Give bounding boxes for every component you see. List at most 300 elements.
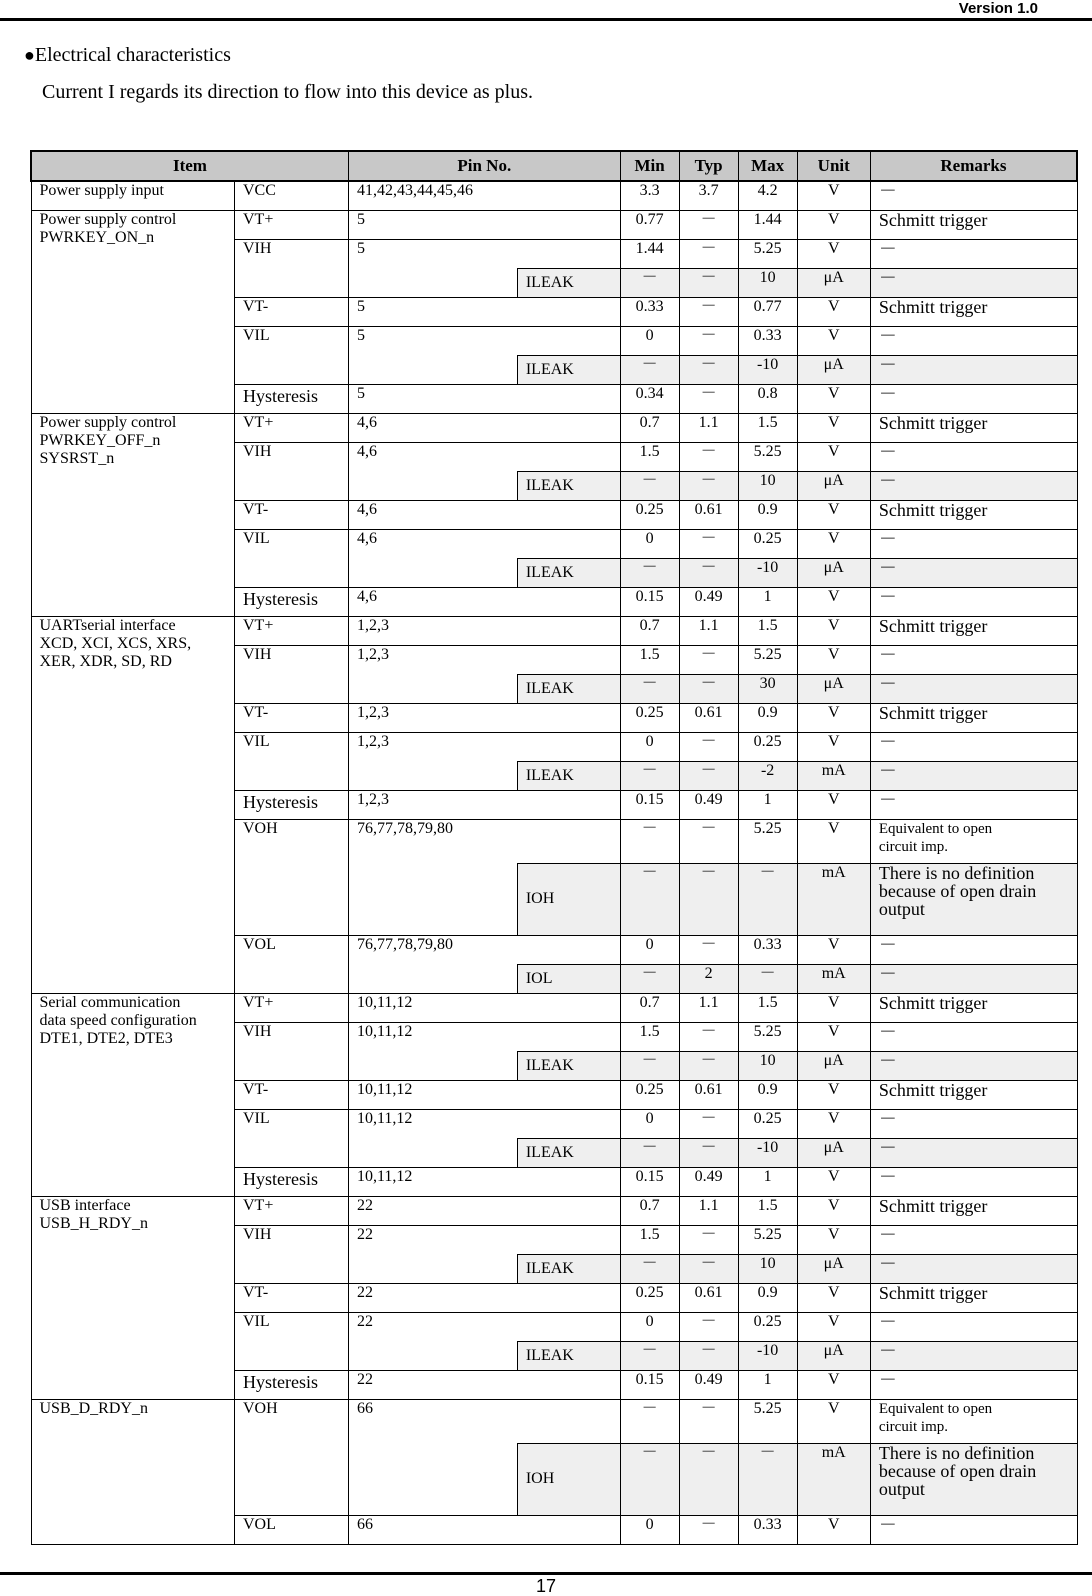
symbol-cell: Hysteresis bbox=[234, 587, 348, 616]
unit-cell: μA bbox=[797, 355, 870, 384]
typ-cell: － bbox=[679, 1138, 738, 1167]
table-row bbox=[31, 616, 1077, 645]
min-cell: － bbox=[620, 964, 679, 993]
header-rule bbox=[0, 18, 1092, 21]
max-cell: 5.25 bbox=[738, 239, 797, 268]
min-cell: 1.44 bbox=[620, 239, 679, 268]
min-cell: 0.15 bbox=[620, 587, 679, 616]
min-cell: 1.5 bbox=[620, 645, 679, 674]
typ-cell: － bbox=[679, 326, 738, 355]
table-row bbox=[31, 1196, 1077, 1225]
table-row bbox=[31, 993, 1077, 1022]
max-cell: 0.25 bbox=[738, 529, 797, 558]
min-cell: 0.77 bbox=[620, 210, 679, 239]
unit-cell: V bbox=[797, 1312, 870, 1341]
pin-blank-cell bbox=[348, 1341, 517, 1370]
symbol-cell: VT- bbox=[234, 1080, 348, 1109]
min-cell: － bbox=[620, 1443, 679, 1515]
typ-cell: － bbox=[679, 384, 738, 413]
col-header-pin: Pin No. bbox=[348, 151, 620, 181]
item-group-cell: Power supply control PWRKEY_ON_n bbox=[31, 210, 234, 413]
item-group-cell: USB_D_RDY_n bbox=[31, 1399, 234, 1544]
pin-blank-cell bbox=[348, 268, 517, 297]
max-cell: 1 bbox=[738, 1167, 797, 1196]
pin-cell: 5 bbox=[348, 297, 620, 326]
symbol-cell: VIL bbox=[234, 1312, 348, 1370]
sub-parameter-cell: ILEAK bbox=[517, 268, 620, 297]
symbol-cell: Hysteresis bbox=[234, 790, 348, 819]
min-cell: － bbox=[620, 558, 679, 587]
max-cell: 1.5 bbox=[738, 993, 797, 1022]
sub-parameter-cell: ILEAK bbox=[517, 1341, 620, 1370]
pin-cell: 76,77,78,79,80 bbox=[348, 935, 620, 964]
item-group-cell: Power supply control PWRKEY_OFF_n SYSRST_n bbox=[31, 413, 234, 616]
table-row bbox=[31, 181, 1077, 210]
remarks-cell: Schmitt trigger bbox=[870, 500, 1077, 529]
pin-cell: 76,77,78,79,80 bbox=[348, 819, 620, 863]
remarks-cell: Schmitt trigger bbox=[870, 1196, 1077, 1225]
item-group-cell: USB interface USB_H_RDY_n bbox=[31, 1196, 234, 1399]
remarks-cell: Schmitt trigger bbox=[870, 703, 1077, 732]
table-row bbox=[31, 1399, 1077, 1443]
table-row bbox=[31, 210, 1077, 239]
min-cell: － bbox=[620, 355, 679, 384]
symbol-cell: VOH bbox=[234, 819, 348, 935]
max-cell: 0.33 bbox=[738, 935, 797, 964]
min-cell: 1.5 bbox=[620, 1022, 679, 1051]
typ-cell: － bbox=[679, 558, 738, 587]
electrical-characteristics-table bbox=[30, 150, 1078, 1545]
remarks-cell: Schmitt trigger bbox=[870, 210, 1077, 239]
max-cell: 5.25 bbox=[738, 1225, 797, 1254]
min-cell: 0.34 bbox=[620, 384, 679, 413]
typ-cell: － bbox=[679, 1254, 738, 1283]
unit-cell: μA bbox=[797, 674, 870, 703]
remarks-cell: － bbox=[870, 1225, 1077, 1254]
version-label: Version 1.0 bbox=[958, 0, 1038, 17]
unit-cell: V bbox=[797, 819, 870, 863]
typ-cell: 1.1 bbox=[679, 1196, 738, 1225]
typ-cell: － bbox=[679, 268, 738, 297]
pin-cell: 4,6 bbox=[348, 587, 620, 616]
max-cell: － bbox=[738, 964, 797, 993]
pin-blank-cell bbox=[348, 1138, 517, 1167]
typ-cell: － bbox=[679, 442, 738, 471]
typ-cell: － bbox=[679, 1399, 738, 1443]
min-cell: － bbox=[620, 1254, 679, 1283]
pin-blank-cell bbox=[348, 1254, 517, 1283]
min-cell: － bbox=[620, 863, 679, 935]
symbol-cell: VT- bbox=[234, 703, 348, 732]
symbol-cell: Hysteresis bbox=[234, 1167, 348, 1196]
typ-cell: 0.61 bbox=[679, 1080, 738, 1109]
min-cell: 0.7 bbox=[620, 616, 679, 645]
symbol-cell: VIL bbox=[234, 1109, 348, 1167]
max-cell: 4.2 bbox=[738, 181, 797, 210]
min-cell: 0 bbox=[620, 529, 679, 558]
pin-cell: 4,6 bbox=[348, 500, 620, 529]
typ-cell: － bbox=[679, 645, 738, 674]
max-cell: 0.77 bbox=[738, 297, 797, 326]
unit-cell: V bbox=[797, 1196, 870, 1225]
page-number: 17 bbox=[535, 1576, 557, 1596]
min-cell: 0.7 bbox=[620, 993, 679, 1022]
sub-parameter-cell: ILEAK bbox=[517, 1254, 620, 1283]
unit-cell: V bbox=[797, 645, 870, 674]
min-cell: － bbox=[620, 674, 679, 703]
pin-cell: 5 bbox=[348, 326, 620, 355]
remarks-cell: － bbox=[870, 674, 1077, 703]
max-cell: － bbox=[738, 1443, 797, 1515]
symbol-cell: Hysteresis bbox=[234, 1370, 348, 1399]
max-cell: 10 bbox=[738, 1254, 797, 1283]
min-cell: 0 bbox=[620, 935, 679, 964]
remarks-cell: － bbox=[870, 268, 1077, 297]
unit-cell: V bbox=[797, 935, 870, 964]
min-cell: 1.5 bbox=[620, 442, 679, 471]
pin-cell: 10,11,12 bbox=[348, 993, 620, 1022]
typ-cell: 1.1 bbox=[679, 616, 738, 645]
remarks-cell: － bbox=[870, 384, 1077, 413]
typ-cell: － bbox=[679, 819, 738, 863]
remarks-cell: Schmitt trigger bbox=[870, 1283, 1077, 1312]
symbol-cell: VIL bbox=[234, 529, 348, 587]
typ-cell: － bbox=[679, 674, 738, 703]
min-cell: － bbox=[620, 819, 679, 863]
min-cell: － bbox=[620, 1138, 679, 1167]
unit-cell: mA bbox=[797, 863, 870, 935]
typ-cell: － bbox=[679, 1443, 738, 1515]
typ-cell: － bbox=[679, 239, 738, 268]
unit-cell: μA bbox=[797, 268, 870, 297]
min-cell: － bbox=[620, 1399, 679, 1443]
remarks-cell: Schmitt trigger bbox=[870, 413, 1077, 442]
symbol-cell: VT- bbox=[234, 297, 348, 326]
bullet-icon: ● bbox=[24, 45, 35, 65]
max-cell: -10 bbox=[738, 558, 797, 587]
pin-cell: 5 bbox=[348, 239, 620, 268]
min-cell: － bbox=[620, 268, 679, 297]
max-cell: 5.25 bbox=[738, 645, 797, 674]
min-cell: － bbox=[620, 1051, 679, 1080]
max-cell: 1.5 bbox=[738, 1196, 797, 1225]
typ-cell: － bbox=[679, 1225, 738, 1254]
min-cell: 0.25 bbox=[620, 500, 679, 529]
pin-cell: 1,2,3 bbox=[348, 616, 620, 645]
symbol-cell: VT+ bbox=[234, 413, 348, 442]
unit-cell: V bbox=[797, 1399, 870, 1443]
min-cell: 0 bbox=[620, 326, 679, 355]
sub-parameter-cell: ILEAK bbox=[517, 1051, 620, 1080]
symbol-cell: VIH bbox=[234, 1225, 348, 1283]
typ-cell: － bbox=[679, 1515, 738, 1544]
remarks-cell: － bbox=[870, 1051, 1077, 1080]
pin-cell: 22 bbox=[348, 1370, 620, 1399]
max-cell: 1.5 bbox=[738, 413, 797, 442]
remarks-cell: There is no definition because of open drain output bbox=[870, 863, 1077, 935]
unit-cell: V bbox=[797, 703, 870, 732]
max-cell: 0.8 bbox=[738, 384, 797, 413]
section-note: Current I regards its direction to flow into this device as plus. bbox=[42, 81, 534, 103]
remarks-cell: There is no definition because of open drain output bbox=[870, 1443, 1077, 1515]
max-cell: 1.44 bbox=[738, 210, 797, 239]
pin-cell: 10,11,12 bbox=[348, 1080, 620, 1109]
unit-cell: V bbox=[797, 384, 870, 413]
max-cell: -10 bbox=[738, 1138, 797, 1167]
col-header-unit: Unit bbox=[797, 151, 870, 181]
typ-cell: 0.49 bbox=[679, 790, 738, 819]
remarks-cell: － bbox=[870, 529, 1077, 558]
min-cell: － bbox=[620, 761, 679, 790]
unit-cell: V bbox=[797, 442, 870, 471]
typ-cell: － bbox=[679, 935, 738, 964]
remarks-cell: － bbox=[870, 1370, 1077, 1399]
unit-cell: V bbox=[797, 1022, 870, 1051]
pin-blank-cell bbox=[348, 674, 517, 703]
remarks-cell: Schmitt trigger bbox=[870, 297, 1077, 326]
min-cell: 0.15 bbox=[620, 1370, 679, 1399]
min-cell: 0 bbox=[620, 1109, 679, 1138]
unit-cell: μA bbox=[797, 1138, 870, 1167]
remarks-cell: － bbox=[870, 1109, 1077, 1138]
max-cell: 0.9 bbox=[738, 703, 797, 732]
max-cell: 10 bbox=[738, 471, 797, 500]
unit-cell: V bbox=[797, 1109, 870, 1138]
pin-cell: 41,42,43,44,45,46 bbox=[348, 181, 620, 210]
symbol-cell: VIL bbox=[234, 326, 348, 384]
pin-blank-cell bbox=[348, 761, 517, 790]
pin-blank-cell bbox=[348, 1051, 517, 1080]
sub-parameter-cell: ILEAK bbox=[517, 471, 620, 500]
remarks-cell: Schmitt trigger bbox=[870, 1080, 1077, 1109]
typ-cell: 0.49 bbox=[679, 587, 738, 616]
min-cell: 0.25 bbox=[620, 1080, 679, 1109]
max-cell: 0.9 bbox=[738, 500, 797, 529]
typ-cell: － bbox=[679, 1312, 738, 1341]
sub-parameter-cell: IOL bbox=[517, 964, 620, 993]
remarks-cell: － bbox=[870, 558, 1077, 587]
unit-cell: V bbox=[797, 326, 870, 355]
pin-blank-cell bbox=[348, 471, 517, 500]
max-cell: 0.33 bbox=[738, 1515, 797, 1544]
symbol-cell: VT+ bbox=[234, 210, 348, 239]
unit-cell: V bbox=[797, 993, 870, 1022]
symbol-cell: VT- bbox=[234, 1283, 348, 1312]
typ-cell: － bbox=[679, 1022, 738, 1051]
unit-cell: V bbox=[797, 297, 870, 326]
remarks-cell: － bbox=[870, 790, 1077, 819]
col-header-max: Max bbox=[738, 151, 797, 181]
unit-cell: V bbox=[797, 732, 870, 761]
max-cell: 5.25 bbox=[738, 1022, 797, 1051]
typ-cell: 2 bbox=[679, 964, 738, 993]
remarks-cell: Schmitt trigger bbox=[870, 993, 1077, 1022]
unit-cell: V bbox=[797, 616, 870, 645]
typ-cell: 3.7 bbox=[679, 181, 738, 210]
typ-cell: 0.61 bbox=[679, 1283, 738, 1312]
min-cell: 0 bbox=[620, 1515, 679, 1544]
remarks-cell: － bbox=[870, 326, 1077, 355]
remarks-cell: － bbox=[870, 471, 1077, 500]
unit-cell: V bbox=[797, 587, 870, 616]
max-cell: 5.25 bbox=[738, 819, 797, 863]
min-cell: 0 bbox=[620, 1312, 679, 1341]
max-cell: 10 bbox=[738, 1051, 797, 1080]
unit-cell: V bbox=[797, 790, 870, 819]
table-header-row bbox=[31, 151, 1077, 181]
pin-blank-cell bbox=[348, 964, 517, 993]
pin-cell: 22 bbox=[348, 1225, 620, 1254]
max-cell: 5.25 bbox=[738, 442, 797, 471]
pin-cell: 22 bbox=[348, 1196, 620, 1225]
typ-cell: 0.49 bbox=[679, 1167, 738, 1196]
table-body bbox=[31, 181, 1077, 1544]
symbol-cell: VT+ bbox=[234, 616, 348, 645]
pin-blank-cell bbox=[348, 1443, 517, 1515]
symbol-cell: VIH bbox=[234, 442, 348, 500]
unit-cell: μA bbox=[797, 558, 870, 587]
max-cell: 1 bbox=[738, 790, 797, 819]
typ-cell: － bbox=[679, 210, 738, 239]
symbol-cell: VOH bbox=[234, 1399, 348, 1515]
unit-cell: mA bbox=[797, 761, 870, 790]
max-cell: -10 bbox=[738, 355, 797, 384]
unit-cell: V bbox=[797, 181, 870, 210]
typ-cell: － bbox=[679, 1051, 738, 1080]
unit-cell: μA bbox=[797, 1341, 870, 1370]
max-cell: 5.25 bbox=[738, 1399, 797, 1443]
typ-cell: 0.61 bbox=[679, 500, 738, 529]
min-cell: 0.7 bbox=[620, 413, 679, 442]
remarks-cell: － bbox=[870, 761, 1077, 790]
pin-cell: 66 bbox=[348, 1399, 620, 1443]
typ-cell: － bbox=[679, 529, 738, 558]
symbol-cell: VIH bbox=[234, 1022, 348, 1080]
symbol-cell: VOL bbox=[234, 1515, 348, 1544]
pin-cell: 4,6 bbox=[348, 413, 620, 442]
symbol-cell: VIH bbox=[234, 645, 348, 703]
typ-cell: 0.61 bbox=[679, 703, 738, 732]
unit-cell: V bbox=[797, 1167, 870, 1196]
max-cell: 0.9 bbox=[738, 1283, 797, 1312]
min-cell: 0.15 bbox=[620, 790, 679, 819]
max-cell: － bbox=[738, 863, 797, 935]
sub-parameter-cell: IOH bbox=[517, 1443, 620, 1515]
min-cell: 3.3 bbox=[620, 181, 679, 210]
section-title bbox=[24, 43, 231, 67]
typ-cell: － bbox=[679, 761, 738, 790]
unit-cell: V bbox=[797, 1080, 870, 1109]
remarks-cell: Schmitt trigger bbox=[870, 616, 1077, 645]
section-title-text: Electrical characteristics bbox=[34, 44, 231, 66]
unit-cell: V bbox=[797, 1515, 870, 1544]
unit-cell: V bbox=[797, 1225, 870, 1254]
min-cell: 0.7 bbox=[620, 1196, 679, 1225]
col-header-typ: Typ bbox=[679, 151, 738, 181]
unit-cell: μA bbox=[797, 1051, 870, 1080]
typ-cell: － bbox=[679, 863, 738, 935]
item-group-cell: Power supply input bbox=[31, 181, 234, 210]
unit-cell: V bbox=[797, 239, 870, 268]
pin-cell: 22 bbox=[348, 1312, 620, 1341]
remarks-cell: Equivalent to open circuit imp. bbox=[870, 819, 1077, 863]
remarks-cell: － bbox=[870, 935, 1077, 964]
symbol-cell: Hysteresis bbox=[234, 384, 348, 413]
symbol-cell: VIL bbox=[234, 732, 348, 790]
unit-cell: mA bbox=[797, 1443, 870, 1515]
remarks-cell: － bbox=[870, 181, 1077, 210]
sub-parameter-cell: ILEAK bbox=[517, 674, 620, 703]
remarks-cell: － bbox=[870, 442, 1077, 471]
pin-cell: 1,2,3 bbox=[348, 790, 620, 819]
remarks-cell: － bbox=[870, 1138, 1077, 1167]
unit-cell: V bbox=[797, 529, 870, 558]
min-cell: 0.33 bbox=[620, 297, 679, 326]
max-cell: 1 bbox=[738, 1370, 797, 1399]
pin-cell: 22 bbox=[348, 1283, 620, 1312]
pin-cell: 66 bbox=[348, 1515, 620, 1544]
unit-cell: mA bbox=[797, 964, 870, 993]
pin-cell: 4,6 bbox=[348, 442, 620, 471]
remarks-cell: － bbox=[870, 1167, 1077, 1196]
pin-cell: 5 bbox=[348, 210, 620, 239]
col-header-min: Min bbox=[620, 151, 679, 181]
remarks-cell: － bbox=[870, 964, 1077, 993]
max-cell: 0.33 bbox=[738, 326, 797, 355]
min-cell: 0.25 bbox=[620, 1283, 679, 1312]
symbol-cell: VT+ bbox=[234, 993, 348, 1022]
min-cell: － bbox=[620, 471, 679, 500]
unit-cell: V bbox=[797, 1283, 870, 1312]
max-cell: 0.25 bbox=[738, 732, 797, 761]
typ-cell: － bbox=[679, 732, 738, 761]
unit-cell: V bbox=[797, 500, 870, 529]
pin-cell: 4,6 bbox=[348, 529, 620, 558]
min-cell: 0.25 bbox=[620, 703, 679, 732]
item-group-cell: Serial communication data speed configuration DTE1, DTE2, DTE3 bbox=[31, 993, 234, 1196]
max-cell: 1.5 bbox=[738, 616, 797, 645]
pin-blank-cell bbox=[348, 863, 517, 935]
pin-cell: 1,2,3 bbox=[348, 703, 620, 732]
sub-parameter-cell: ILEAK bbox=[517, 761, 620, 790]
pin-cell: 1,2,3 bbox=[348, 732, 620, 761]
max-cell: 0.25 bbox=[738, 1312, 797, 1341]
min-cell: 1.5 bbox=[620, 1225, 679, 1254]
max-cell: 30 bbox=[738, 674, 797, 703]
remarks-cell: － bbox=[870, 1312, 1077, 1341]
pin-cell: 10,11,12 bbox=[348, 1022, 620, 1051]
max-cell: -10 bbox=[738, 1341, 797, 1370]
item-group-cell: UARTserial interface XCD, XCI, XCS, XRS, XER, XDR, SD, RD bbox=[31, 616, 234, 993]
remarks-cell: － bbox=[870, 1254, 1077, 1283]
unit-cell: V bbox=[797, 413, 870, 442]
table-row bbox=[31, 413, 1077, 442]
sub-parameter-cell: ILEAK bbox=[517, 355, 620, 384]
typ-cell: 1.1 bbox=[679, 413, 738, 442]
pin-blank-cell bbox=[348, 355, 517, 384]
unit-cell: V bbox=[797, 1370, 870, 1399]
remarks-cell: － bbox=[870, 645, 1077, 674]
max-cell: 0.9 bbox=[738, 1080, 797, 1109]
pin-cell: 5 bbox=[348, 384, 620, 413]
remarks-cell: Equivalent to open circuit imp. bbox=[870, 1399, 1077, 1443]
unit-cell: V bbox=[797, 210, 870, 239]
pin-cell: 10,11,12 bbox=[348, 1167, 620, 1196]
min-cell: 0.15 bbox=[620, 1167, 679, 1196]
pin-cell: 10,11,12 bbox=[348, 1109, 620, 1138]
max-cell: 10 bbox=[738, 268, 797, 297]
remarks-cell: － bbox=[870, 732, 1077, 761]
